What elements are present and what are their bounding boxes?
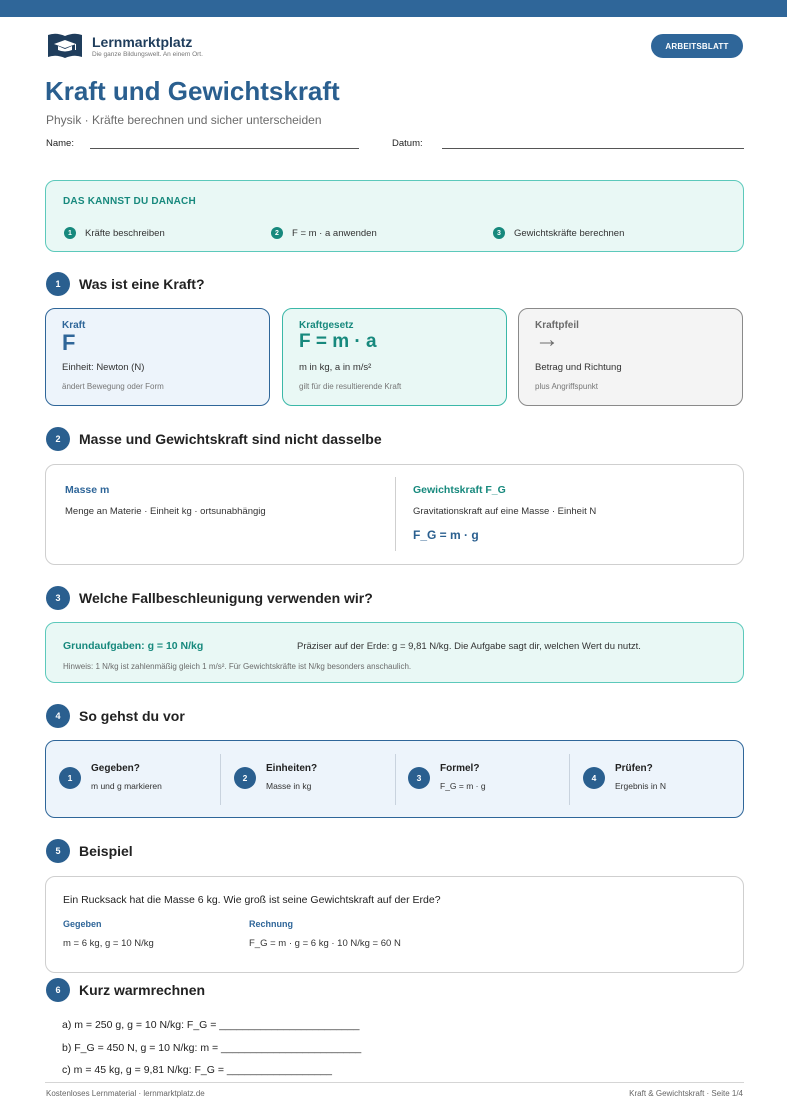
- goal-number: 1: [64, 227, 76, 239]
- weight-heading: Gewichtskraft F_G: [413, 484, 506, 496]
- card-description: Einheit: Newton (N): [62, 362, 145, 373]
- gravity-note: Hinweis: 1 N/kg ist zahlenmäßig gleich 1 m/s². Für Gewichtskräfte ist N/kg besonders anschaulich.: [63, 662, 412, 671]
- section-number: 5: [46, 839, 70, 863]
- section-title: So gehst du vor: [79, 708, 185, 724]
- graduation-cap-icon: [46, 31, 84, 61]
- section-number: 3: [46, 586, 70, 610]
- step-number: 2: [234, 767, 256, 789]
- gravity-heading: Grundaufgaben: g = 10 N/kg: [63, 640, 204, 652]
- top-bar: [0, 0, 787, 17]
- step-number: 1: [59, 767, 81, 789]
- goal-text: F = m · a anwenden: [292, 227, 377, 239]
- divider: [395, 477, 396, 551]
- section-heading: [46, 978, 205, 1002]
- section-heading: [46, 586, 373, 610]
- card-label: Kraft: [62, 320, 86, 331]
- section-number: 6: [46, 978, 70, 1002]
- brand: [46, 31, 203, 61]
- concept-card-force-arrow: [518, 308, 743, 406]
- card-label: Kraftgesetz: [299, 320, 354, 331]
- step-number: 3: [408, 767, 430, 789]
- steps-box: [45, 740, 744, 818]
- step-text: m und g markieren: [91, 781, 162, 791]
- section-title: Masse und Gewichtskraft sind nicht dasselbe: [79, 431, 382, 447]
- goal-item: [493, 227, 624, 239]
- gravity-box: [45, 622, 744, 683]
- step-number: 4: [583, 767, 605, 789]
- section-heading: [46, 839, 133, 863]
- exercise-a[interactable]: a) m = 250 g, g = 10 N/kg: F_G = ________________________: [62, 1019, 360, 1031]
- card-description: Betrag und Richtung: [535, 362, 622, 373]
- section-heading: [46, 427, 382, 451]
- section-number: 2: [46, 427, 70, 451]
- page-title: Kraft und Gewichtskraft: [45, 76, 340, 106]
- card-description: m in kg, a in m/s²: [299, 362, 372, 373]
- step-divider: [395, 754, 396, 805]
- goal-item: [271, 227, 377, 239]
- section-heading: [46, 704, 185, 728]
- arrow-right-icon: →: [535, 326, 559, 353]
- name-label: Name:: [46, 138, 74, 149]
- section-title: Kurz warmrechnen: [79, 982, 206, 998]
- card-note: plus Angriffspunkt: [535, 382, 599, 391]
- example-question: Ein Rucksack hat die Masse 6 kg. Wie groß ist seine Gewichtskraft auf der Erde?: [63, 894, 441, 906]
- goal-text: Kräfte beschreiben: [85, 227, 165, 239]
- goal-number: 2: [271, 227, 283, 239]
- step-text: F_G = m · g: [440, 781, 486, 791]
- card-formula: F = m · a: [299, 331, 377, 352]
- step-title: Einheiten?: [266, 763, 318, 774]
- step-title: Formel?: [440, 763, 480, 774]
- footer-left: Kostenloses Lernmaterial · lernmarktplatz.de: [46, 1089, 205, 1098]
- step-divider: [220, 754, 221, 805]
- mass-text: Menge an Materie · Einheit kg · ortsunabhängig: [65, 506, 266, 517]
- section-title: Beispiel: [79, 843, 133, 859]
- exercise-b[interactable]: b) F_G = 450 N, g = 10 N/kg: m = ________________________: [62, 1042, 362, 1054]
- weight-text: Gravitationskraft auf eine Masse · Einheit N: [413, 506, 597, 517]
- step-text: Masse in kg: [266, 781, 312, 791]
- goals-title: DAS KANNST DU DANACH: [63, 196, 196, 207]
- date-field[interactable]: [442, 148, 744, 149]
- step-title: Prüfen?: [615, 763, 653, 774]
- calculation: F_G = m · g = 6 kg · 10 N/kg = 60 N: [249, 938, 401, 949]
- section-title: Was ist eine Kraft?: [79, 276, 205, 292]
- date-label: Datum:: [392, 138, 423, 149]
- section-number: 4: [46, 704, 70, 728]
- section-heading: [46, 272, 205, 296]
- concept-card-force: [45, 308, 270, 406]
- goal-item: [64, 227, 165, 239]
- brand-name: Lernmarktplatz: [92, 33, 193, 50]
- weight-formula: F_G = m · g: [413, 528, 479, 542]
- page-subtitle: Physik · Kräfte berechnen und sicher unterscheiden: [46, 113, 322, 127]
- calculation-label: Rechnung: [249, 919, 293, 929]
- card-note: gilt für die resultierende Kraft: [299, 382, 402, 391]
- brand-tagline: Die ganze Bildungswelt. An einem Ort.: [92, 50, 203, 58]
- concept-card-force-law: [282, 308, 507, 406]
- name-field[interactable]: [90, 148, 359, 149]
- footer-right: Kraft & Gewichtskraft · Seite 1/4: [629, 1089, 743, 1098]
- exercise-c[interactable]: c) m = 45 kg, g = 9,81 N/kg: F_G = __________________: [62, 1064, 332, 1076]
- card-note: ändert Bewegung oder Form: [62, 382, 164, 391]
- goal-number: 3: [493, 227, 505, 239]
- section-title: Welche Fallbeschleunigung verwenden wir?: [79, 590, 373, 606]
- card-symbol: F: [62, 330, 76, 355]
- footer-divider: [45, 1082, 744, 1083]
- given-label: Gegeben: [63, 919, 102, 929]
- mass-vs-weight-box: [45, 464, 744, 565]
- section-number: 1: [46, 272, 70, 296]
- worksheet-badge: ARBEITSBLATT: [651, 34, 743, 58]
- step-title: Gegeben?: [91, 763, 140, 774]
- example-box: [45, 876, 744, 973]
- goal-text: Gewichtskräfte berechnen: [514, 227, 625, 239]
- card-label: Kraftpfeil: [535, 320, 579, 331]
- given-values: m = 6 kg, g = 10 N/kg: [63, 938, 154, 949]
- step-divider: [569, 754, 570, 805]
- mass-heading: Masse m: [65, 484, 110, 496]
- gravity-text: Präziser auf der Erde: g = 9,81 N/kg. Die Aufgabe sagt dir, welchen Wert du nutzt.: [297, 641, 641, 652]
- step-text: Ergebnis in N: [615, 781, 667, 791]
- learning-goals-box: [45, 180, 744, 252]
